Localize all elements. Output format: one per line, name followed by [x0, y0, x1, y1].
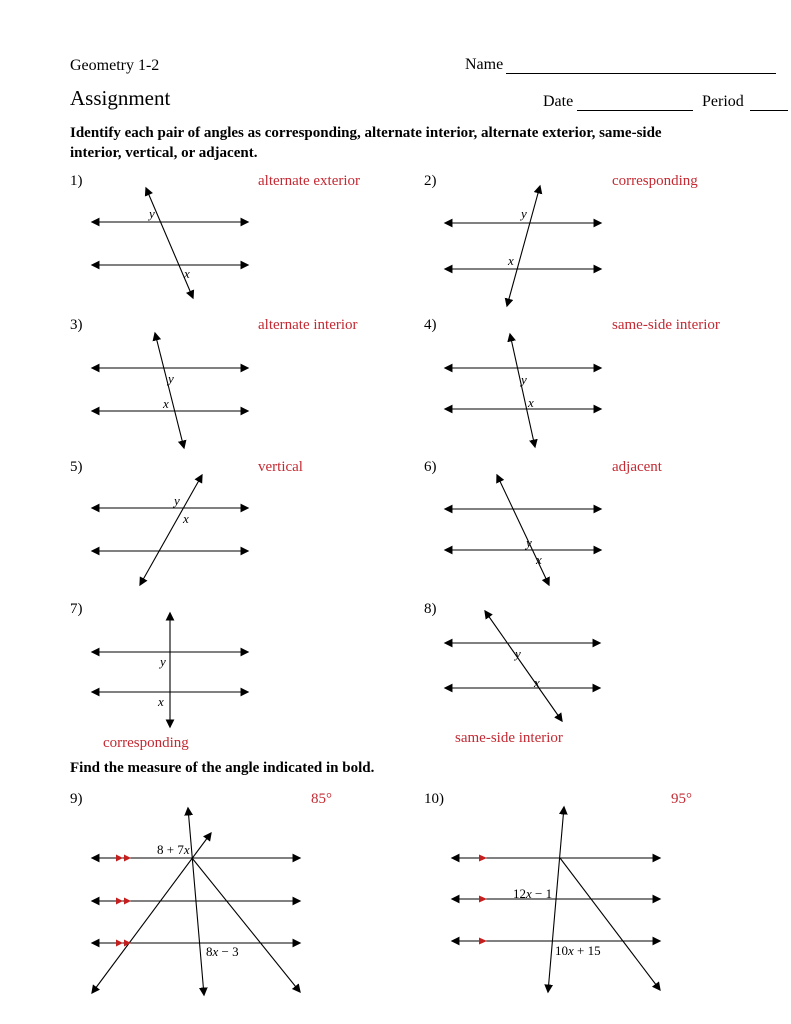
angle-expression-8plus7x: 8 + 7x	[157, 842, 190, 857]
problem-7-answer: corresponding	[103, 735, 189, 751]
problem-2-number: 2)	[424, 173, 437, 189]
diagram-2	[445, 186, 601, 306]
date-label: Date	[543, 93, 574, 110]
angle-label-x-7: x	[158, 694, 164, 709]
angle-label-x-6: x	[536, 552, 542, 567]
assignment-title: Assignment	[70, 86, 171, 110]
problem-8-answer: same-side interior	[455, 730, 563, 746]
angle-label-y-5: y	[174, 493, 180, 508]
course-label: Geometry 1-2	[70, 57, 160, 74]
problem-10-number: 10)	[424, 791, 444, 807]
angle-label-y-7: y	[160, 654, 166, 669]
diagram-8	[445, 611, 600, 721]
angle-expression-12x-minus-1: 12x − 1	[513, 886, 553, 901]
instruction-identify: Identify each pair of angles as corresponding, alternate interior, alternate exterior, same-side interior, vertical, or adjacent.	[70, 125, 662, 161]
angle-label-x-1: x	[184, 266, 190, 281]
angle-label-y-6: y	[526, 535, 532, 550]
problem-4-answer: same-side interior	[612, 317, 720, 333]
angle-expression-8x-minus-3: 8x − 3	[206, 944, 239, 959]
problem-7-number: 7)	[70, 601, 83, 617]
diagram-4	[445, 334, 601, 447]
angle-expression-10x-plus-15: 10x + 15	[555, 943, 601, 958]
problem-3-number: 3)	[70, 317, 83, 333]
problem-10-answer: 95°	[671, 791, 692, 807]
problem-5-answer: vertical	[258, 459, 303, 475]
problem-6-answer: adjacent	[612, 459, 662, 475]
problem-6-number: 6)	[424, 459, 437, 475]
problem-2-answer: corresponding	[612, 173, 698, 189]
angle-label-y-2: y	[521, 206, 527, 221]
angle-label-y-4: y	[521, 372, 527, 387]
problem-4-number: 4)	[424, 317, 437, 333]
angle-label-y-8: y	[515, 646, 521, 661]
angle-label-x-5: x	[183, 511, 189, 526]
instruction-measure: Find the measure of the angle indicated in bold.	[70, 760, 375, 776]
diagram-10	[452, 807, 660, 992]
period-label: Period	[702, 93, 744, 110]
problem-9-number: 9)	[70, 791, 83, 807]
angle-label-x-8: x	[534, 675, 540, 690]
angle-label-x-3: x	[163, 396, 169, 411]
angle-label-y-1: y	[149, 206, 155, 221]
diagram-6	[445, 475, 601, 585]
problem-5-number: 5)	[70, 459, 83, 475]
diagram-7	[92, 613, 248, 727]
problem-3-answer: alternate interior	[258, 317, 358, 333]
parallel-tick-marks	[479, 855, 487, 945]
diagram-3	[92, 333, 248, 448]
problem-8-number: 8)	[424, 601, 437, 617]
diagram-1	[92, 188, 248, 298]
diagram-5	[92, 475, 248, 585]
problem-1-number: 1)	[70, 173, 83, 189]
angle-label-x-4: x	[528, 395, 534, 410]
problem-1-answer: alternate exterior	[258, 173, 361, 189]
diagram-9	[92, 808, 300, 995]
problem-9-answer: 85°	[311, 791, 332, 807]
angle-label-y-3: y	[168, 371, 174, 386]
name-label: Name	[465, 56, 504, 73]
angle-label-x-2: x	[508, 253, 514, 268]
